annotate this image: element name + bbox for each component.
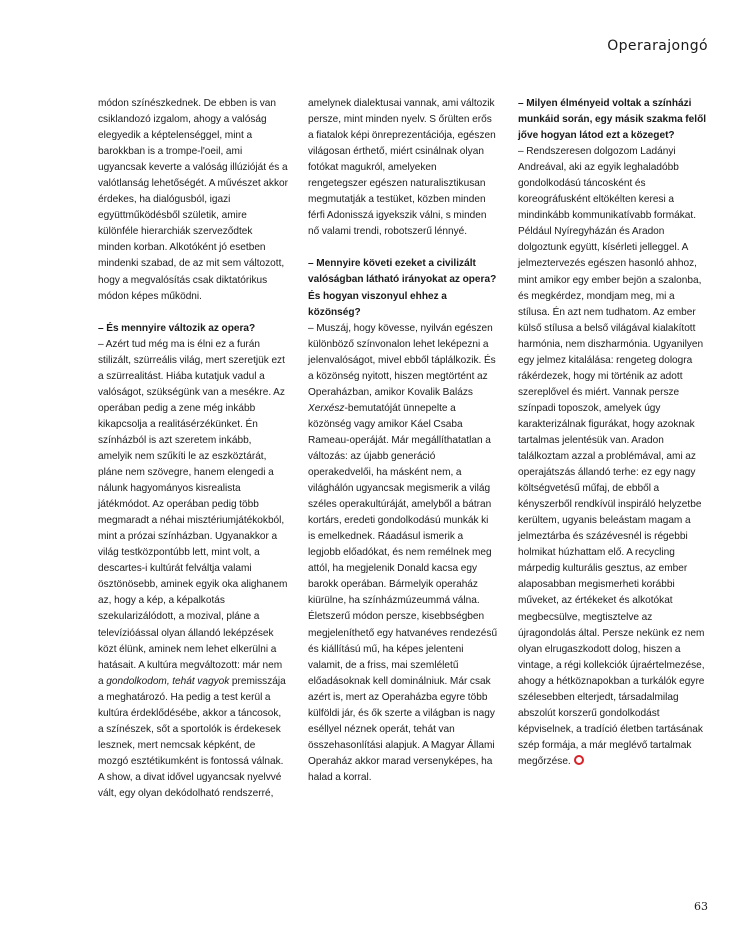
end-of-article-circle-icon	[574, 755, 584, 765]
paragraph-gap	[98, 305, 288, 321]
article-body	[98, 96, 710, 896]
paragraph	[308, 321, 498, 786]
running-header: Operarajongó	[607, 38, 708, 54]
paragraph	[98, 337, 288, 802]
interview-question: – És mennyire változik az opera?	[98, 322, 256, 334]
interview-question: – Milyen élményeid voltak a színházi munkáid során, egy másik szakma felől jőve hogyan látod ezt a közeget?	[518, 98, 707, 142]
column-3	[518, 96, 708, 770]
paragraph	[518, 144, 708, 770]
text-run: premisszája a meghatározó. Ha pedig a test kerül a kultúra érdeklődésébe, akkor a táncosok, a színészek, sőt a sportolók is érdekesek lesznek, mert nemcsak képként, de mozgó esztétikumként is fontossá válnak. A show, a divat idővel ugyancsak nyelvvé vált, egy olyan dekódolható rendszerré,	[98, 675, 286, 799]
text-run: – Azért tud még ma is élni ez a furán stilizált, szürreális világ, mert szeretjük ezt a szürrealitást. Hiába kutatjuk vadul a valóságot, szükségünk van a mesékre. Az operában pedig a zene még inkább kikapcsolja a realitásérzékünket. Én színházból is azt szeretem inkább, amelyik nem szűkíti le az eszköztárát, pláne nem szövegre, hanem elengedi a nálunk hagyományos kisrealista játékmódot. Az operában pedig több megmaradt a néhai misztériumjátékokból, mint a prózai színházban. Ugyanakkor a világ testközpontúbb lett, mint volt, a descartes-i kultúrát felváltja valami ösztönösebb, aminek egyik oka alighanem az, hogy a kép, a képalkotás szekularizálódott, a mozival, pláne a televízióással olyan állandó leképzések közt élünk, aminek nem lehet elkerülni a hatásait. A kultúra megváltozott: már nem a	[98, 338, 288, 687]
paragraph: módon színészkednek. De ebben is van csiklandozó izgalom, ahogy a valóság elegyedik a képtelenséggel, mint a barokkban is a trompe-l'oeil, ami ugyancsak keverte a valóság illúzióját és a valótlanság lehetőségét. A művészet akkor érdekes, ha dialógusból, igazi együttműködésből születik, amire különféle hierarchiák szerveződtek minden korban. Alkotóként jó esetben mindenki szabad, de az mit sem változott, hogy a megvalósítás csak diktatórikus módon képes működni.	[98, 98, 288, 302]
italic-title: Xerxész	[308, 402, 345, 414]
column-1	[98, 96, 288, 802]
text-run: -bemutatóját ünnepelte a közönség vagy amikor Káel Csaba Rameau-operáját. Már megállíthatatlan a változás: az újabb generáció operakedvelői, ha másként nem, a világhálón ugyancsak megismerik a világ széles operakultúráját, amelyből a bátran kortárs, eredeti gondolkodású munkák ki is emelkednek. Ráadásul ismerik a legjobb előadókat, és nem remélnek meg attól, ha megjelenik Donald kacsa egy barokk operában. Bármelyik operaház kiürülne, ha színházmúzeummá válna. Életszerű módon persze, kisebbségben megjeleníthető egy hatvanéves rendezésű és kiállítású mű, ha képes jelenteni valamit, de a friss, mai szemléletű előadásoknak kell dominálniuk. Már csak azért is, mert az Operaházba egyre több külföldi jár, és ők szerte a világban is nagy eséllyel néznek operát, tehát van összehasonlítási alapjuk. A Magyar Állami Operaház akkor marad versenyképes, ha halad a korral.	[308, 402, 498, 783]
column-2	[308, 96, 498, 786]
page-number: 63	[694, 900, 708, 913]
paragraph: amelynek dialektusai vannak, ami változik persze, mint minden nyelv. S őrülten erős a fiatalok képi önreprezentációja, egészen világosan érthető, miért csinálnak olyan fotókat magukról, amelyeken rengetegszer egészen naturalisztikusan megmutatják a testüket, közben minden férfi Adonisszá igyekszik válni, s minden nő valami trendi, robotszerű lénnyé.	[308, 98, 496, 238]
paragraph-gap	[308, 240, 498, 256]
interview-question: – Mennyire követi ezeket a civilizált valóságban látható irányokat az opera? És hogyan viszonyul ehhez a közönség?	[308, 258, 497, 318]
italic-phrase: gondolkodom, tehát vagyok	[106, 675, 230, 687]
text-run: – Muszáj, hogy kövesse, nyilván egészen különböző színvonalon lehet leképezni a jelenvalóságot, mivel ebből táplálkozik. És a közönség nyitott, hiszen megtörtént az Operaházban, amikor Kovalik Balázs	[308, 322, 496, 398]
text-run: – Rendszeresen dolgozom Ladányi Andreával, aki az egyik leghaladóbb gondolkodású táncosként és koreográfusként eltökélten keresi a mindinkább kommunikatívabb formákat. Például Nyíregyházán és Aradon dolgoztunk együtt, kísérleti jelleggel. A jelmeztervezés egészen hasonló ahhoz, mint amikor egy ember bejön a szalonba, és megkérdez, mondjam meg, mi a stílusa. Én azt nem tudhatom. Az ember külső stílusa a belső világával kialakított harmónia, nem diszharmónia. Ugyanilyen egy jelmez kitalálása: rengeteg dologra rákérdezek, hogy mi történik az adott szereplővel és miért. Vannak persze színpadi toposzok, amelyek úgy karakterizálnak figurákat, hogy azoknak tartalmas jelentésük van. Aradon találkoztam azzal a problémával, ami az operajátszás állandó terhe: ez egy nagy költségvetésű műfaj, de ebből a kényszerből rendkívül inspiráló helyzetbe kerültem, ugyanis beleástam magam a jelmeztárba és százévesnél is régebbi holmikat húzhattam elő. A recycling márpedig kulturális gesztus, az ember alaposabban megismerheti korábbi műveket, az értékeket és alkotókat megbecsülve, megtisztelve az újragondolás által. Persze nekünk ez nem olyan elrugaszkodott dolog, hiszen a vintage, a régi kollekciók újraértelmezése, ahogy a hétköznapokban a turkálók egyre szélesebben elterjedt, társadalmilag abszolút korszerű gondolkodást képviselnek, a tradíció életben tartásának szép formája, a már meglévő tartalmak megőrzése.	[518, 146, 705, 767]
